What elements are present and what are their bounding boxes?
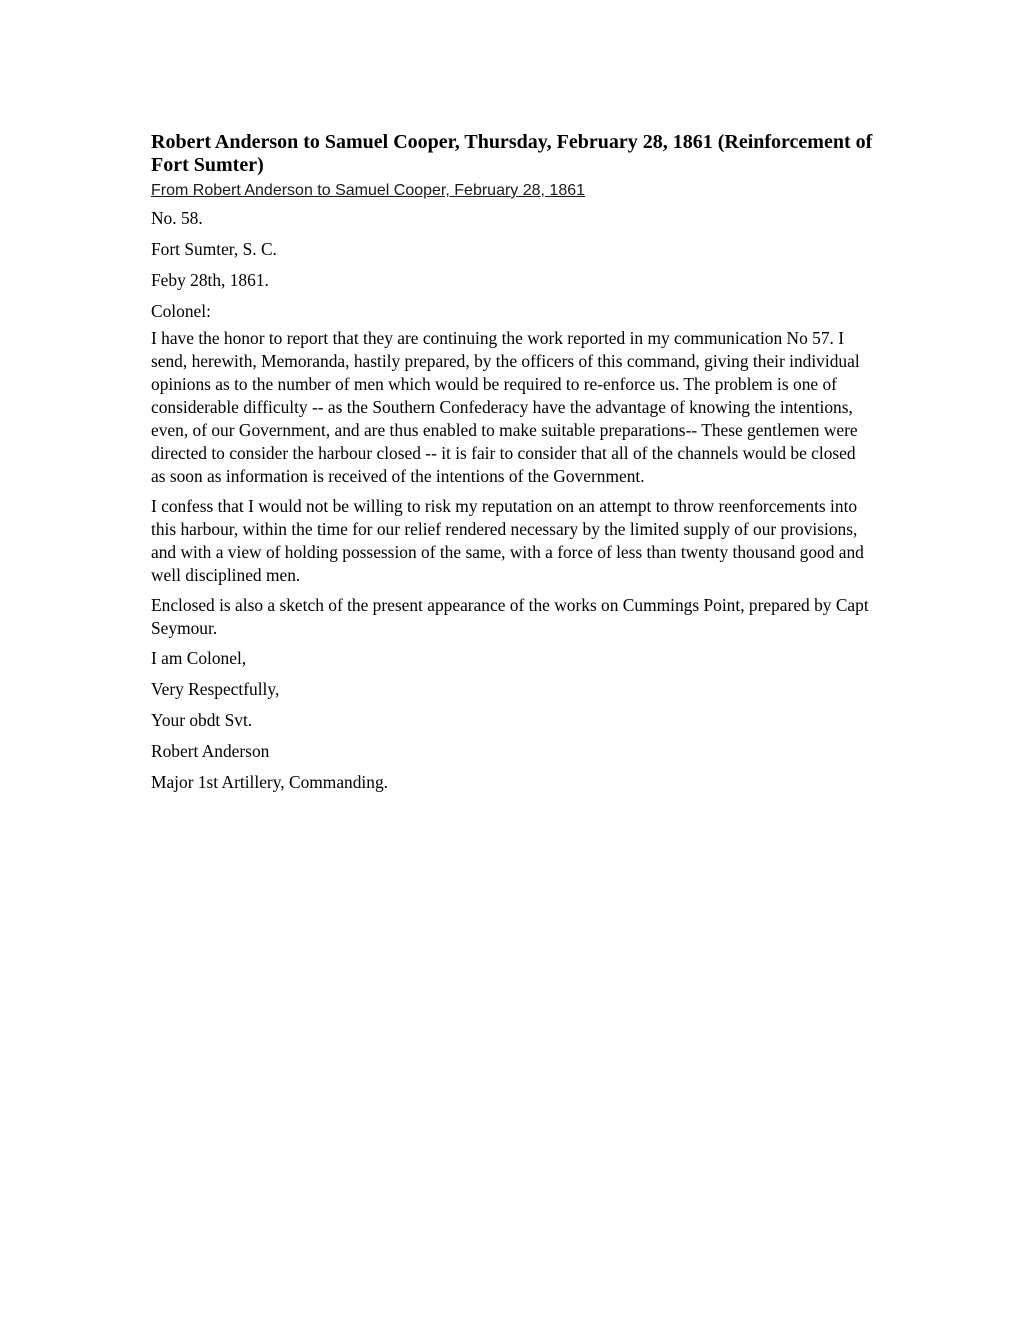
closing-line: Very Respectfully, (151, 679, 280, 699)
signature-name: Robert Anderson (151, 741, 270, 761)
body-paragraph: I confess that I would not be willing to risk my reputation on an attempt to throw reenforcements into this harbour, within the time for our relief rendered necessary by the limited supply of our provisions, and with a view of holding possession of the same, with a force of less than twenty thousand good and well disciplined men. (151, 496, 864, 585)
page-title: Robert Anderson to Samuel Cooper, Thursday, February 28, 1861 (Reinforcement of Fort Sumter) (151, 131, 873, 176)
body-paragraph: I have the honor to report that they are continuing the work reported in my communication No 57. I send, herewith, Memoranda, hastily prepared, by the officers of this command, giving their individual opinions as to the number of men which would be required to re-enforce us. The problem is one of considerable difficulty -- as the Southern Confederacy have the advantage of knowing the intentions, even, of our Government, and are thus enabled to make suitable preparations-- These gentlemen were directed to consider the harbour closed -- it is fair to consider that all of the channels would be closed as soon as information is received of the intentions of the Government. (151, 328, 860, 486)
source-link[interactable]: From Robert Anderson to Samuel Cooper, February 28, 1861 (151, 182, 586, 199)
letter-document (151, 131, 873, 802)
body-paragraph: Enclosed is also a sketch of the present appearance of the works on Cummings Point, prepared by Capt Seymour. (151, 595, 869, 638)
letter-salutation: Colonel: (151, 301, 211, 321)
letter-date: Feby 28th, 1861. (151, 270, 269, 290)
closing-line: Your obdt Svt. (151, 710, 253, 730)
letter-number: No. 58. (151, 208, 203, 228)
closing-line: I am Colonel, (151, 648, 247, 668)
signature-title: Major 1st Artillery, Commanding. (151, 772, 389, 792)
letter-location: Fort Sumter, S. C. (151, 239, 277, 259)
